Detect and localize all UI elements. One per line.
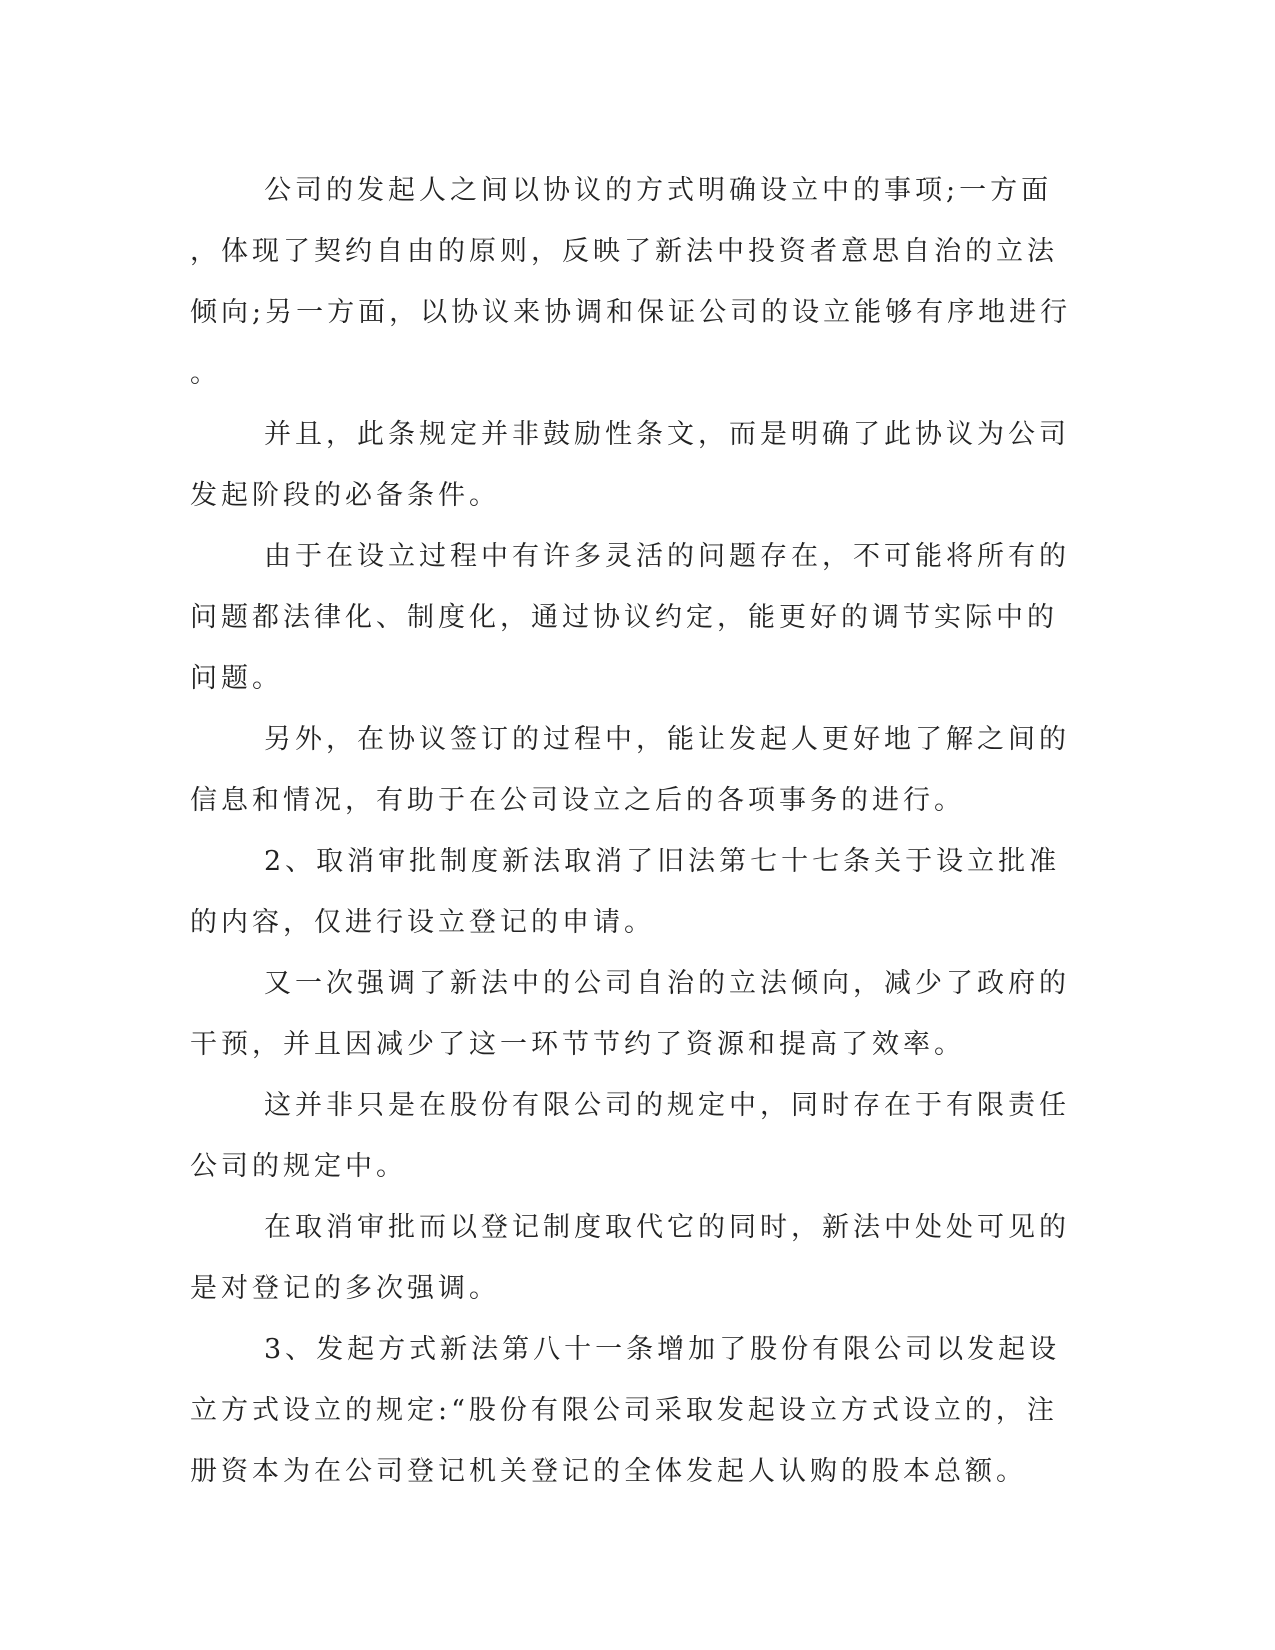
paragraph-6: 又一次强调了新法中的公司自治的立法倾向，减少了政府的干预，并且因减少了这一环节节约了资源和提高了效率。 — [190, 968, 1070, 1060]
paragraph-8: 在取消审批而以登记制度取代它的同时，新法中处处可见的是对登记的多次强调。 — [190, 1212, 1070, 1304]
paragraph-5: 2、取消审批制度新法取消了旧法第七十七条关于设立批准的内容，仅进行设立登记的申请。 — [190, 846, 1061, 938]
paragraph-2: 并且，此条规定并非鼓励性条文，而是明确了此协议为公司发起阶段的必备条件。 — [190, 419, 1070, 511]
paragraph-7: 这并非只是在股份有限公司的规定中，同时存在于有限责任公司的规定中。 — [190, 1090, 1070, 1182]
paragraph-9: 3、发起方式新法第八十一条增加了股份有限公司以发起设立方式设立的规定:“股份有限公司采取发起设立方式设立的，注册资本为在公司登记机关登记的全体发起人认购的股本总额。 — [190, 1334, 1061, 1487]
document-body — [190, 160, 1082, 1502]
paragraph-1: 公司的发起人之间以协议的方式明确设立中的事项;一方面，体现了契约自由的原则，反映了新法中投资者意思自治的立法倾向;另一方面，以协议来协调和保证公司的设立能够有序地进行。 — [190, 175, 1072, 389]
paragraph-3: 由于在设立过程中有许多灵活的问题存在，不可能将所有的问题都法律化、制度化，通过协议约定，能更好的调节实际中的问题。 — [190, 541, 1070, 694]
paragraph-4: 另外，在协议签订的过程中，能让发起人更好地了解之间的信息和情况，有助于在公司设立之后的各项事务的进行。 — [190, 724, 1070, 816]
